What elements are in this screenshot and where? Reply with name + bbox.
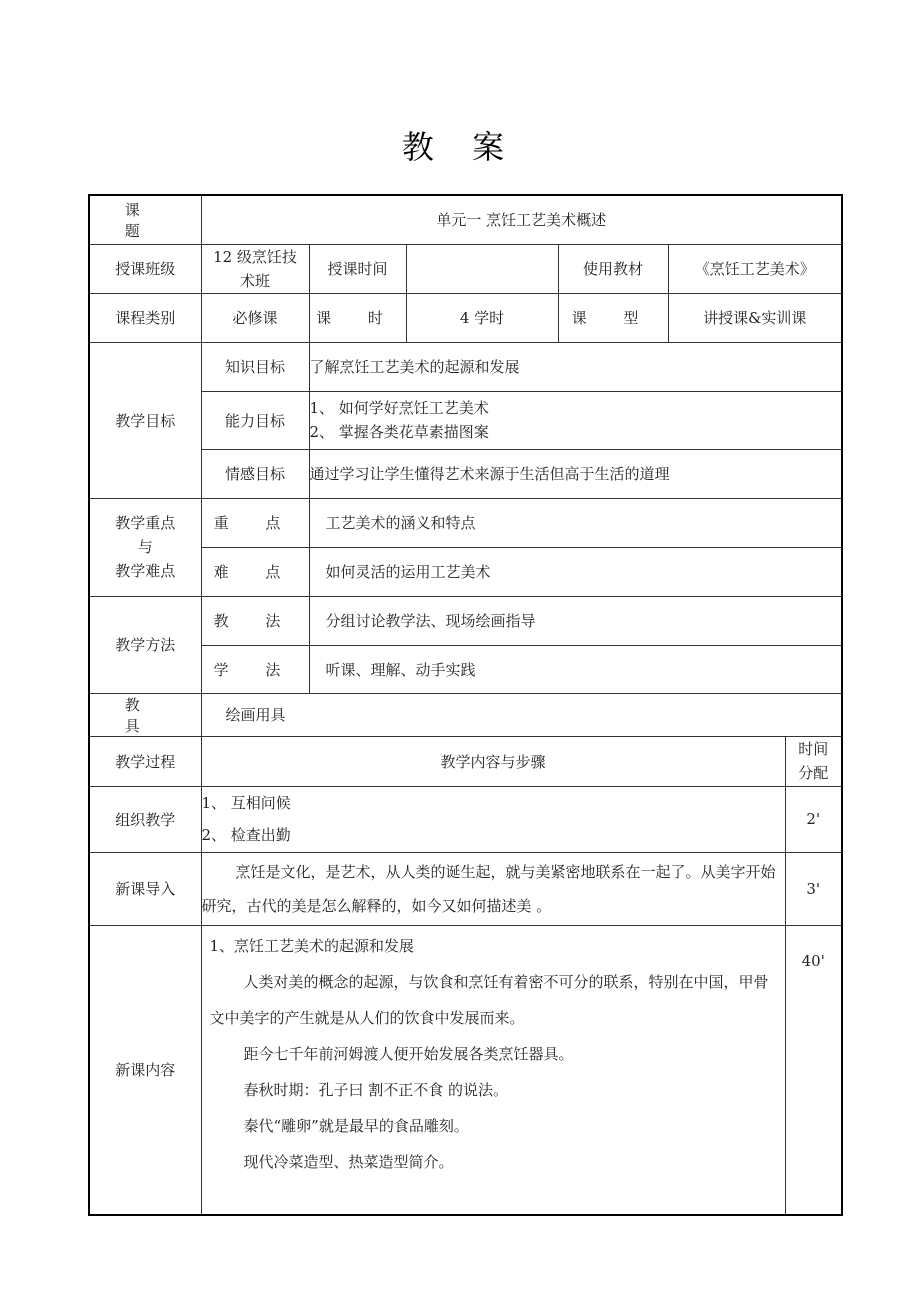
hours-label: 课 时 [309, 293, 406, 342]
topic-label: 课 题 [89, 195, 201, 244]
lesson-plan-table [88, 194, 843, 1216]
objective-ability-value [309, 391, 842, 449]
class-value [201, 244, 309, 293]
process-header-time [785, 736, 842, 786]
objective-ability-line1: 1、 如何学好烹饪工艺美术 [309, 399, 489, 417]
process-row-new-content [89, 925, 842, 1215]
topic-value: 单元一 烹饪工艺美术概述 [201, 195, 842, 244]
class-value-line2: 术班 [239, 271, 270, 290]
class-label: 授课班级 [89, 244, 201, 293]
tools-label: 教 具 [89, 693, 201, 736]
difficult-point-value: 如何灵活的运用工艺美术 [309, 547, 842, 596]
process-header-time-line2: 分配 [798, 764, 829, 782]
time-label: 授课时间 [309, 244, 406, 293]
topic-row [89, 195, 842, 244]
teaching-method-label: 教 法 [201, 596, 309, 645]
methods-label: 教学方法 [89, 596, 201, 693]
objective-ability-line2: 2、 掌握各类花草素描图案 [309, 423, 489, 441]
objective-row-emotion [89, 449, 842, 498]
objective-emotion-label: 情感目标 [201, 449, 309, 498]
method-row-learning [89, 645, 842, 693]
focus-label [89, 498, 201, 596]
objective-row-ability [89, 391, 842, 449]
focus-label-line3: 教学难点 [115, 562, 176, 580]
intro-label: 新课导入 [89, 852, 201, 925]
hours-value: 4 学时 [406, 293, 558, 342]
tools-row [89, 693, 842, 736]
process-header-time-line1: 时间 [798, 740, 829, 758]
intro-time: 3' [785, 852, 842, 925]
tools-value: 绘画用具 [201, 693, 842, 736]
new-content-body [201, 925, 785, 1215]
learning-method-label: 学 法 [201, 645, 309, 693]
process-header-row [89, 736, 842, 786]
process-row-intro [89, 852, 842, 925]
category-value: 必修课 [201, 293, 309, 342]
organize-line1: 1、 互相问候 [201, 794, 291, 812]
process-row-organize [89, 786, 842, 852]
learning-method-value: 听课、理解、动手实践 [309, 645, 842, 693]
class-row [89, 244, 842, 293]
process-header-content: 教学内容与步骤 [201, 736, 785, 786]
new-content-paragraph: 现代冷菜造型、热菜造型简介。 [243, 1152, 454, 1171]
objective-knowledge-value: 了解烹饪工艺美术的起源和发展 [309, 342, 842, 391]
organize-label: 组织教学 [89, 786, 201, 852]
new-content-paragraph: 春秋时期：孔子曰 割不正不食 的说法。 [243, 1080, 509, 1099]
difficult-point-label: 难 点 [201, 547, 309, 596]
category-row [89, 293, 842, 342]
type-label: 课 型 [558, 293, 668, 342]
category-label: 课程类别 [89, 293, 201, 342]
class-value-line1: 12 级烹饪技 [213, 247, 297, 266]
focus-label-line2: 与 [137, 538, 153, 556]
textbook-value: 《烹饪工艺美术》 [668, 244, 842, 293]
focus-label-line1: 教学重点 [115, 514, 176, 532]
type-value: 讲授课&实训课 [668, 293, 842, 342]
objectives-label: 教学目标 [89, 342, 201, 498]
new-content-heading: 1、烹饪工艺美术的起源和发展 [209, 936, 415, 955]
time-value [406, 244, 558, 293]
objective-knowledge-label: 知识目标 [201, 342, 309, 391]
key-point-value: 工艺美术的涵义和特点 [309, 498, 842, 547]
organize-content [201, 786, 785, 852]
new-content-paragraph: 秦代“雕卵”就是最早的食品雕刻。 [243, 1116, 469, 1135]
teaching-method-value: 分组讨论教学法、现场绘画指导 [309, 596, 842, 645]
new-content-time: 40' [785, 925, 842, 1215]
document-title: 教 案 [401, 128, 519, 166]
focus-row-difficult [89, 547, 842, 596]
key-point-label: 重 点 [201, 498, 309, 547]
objective-row-knowledge [89, 342, 842, 391]
method-row-teaching [89, 596, 842, 645]
process-header-step: 教学过程 [89, 736, 201, 786]
organize-line2: 2、 检查出勤 [201, 826, 291, 844]
organize-time: 2' [785, 786, 842, 852]
objective-emotion-value: 通过学习让学生懂得艺术来源于生活但高于生活的道理 [309, 449, 842, 498]
new-content-paragraph: 距今七千年前河姆渡人便开始发展各类烹饪器具。 [243, 1044, 574, 1063]
new-content-label: 新课内容 [89, 925, 201, 1215]
textbook-label: 使用教材 [558, 244, 668, 293]
focus-row-key [89, 498, 842, 547]
new-content-paragraph: 人类对美的概念的起源，与饮食和烹饪有着密不可分的联系，特别在中国，甲骨文中美字的产生就是从人们的饮食中发展而来。 [209, 972, 769, 1027]
intro-content: 烹饪是文化，是艺术，从人类的诞生起，就与美紧密地联系在一起了。从美字开始研究，古代的美是怎么解释的，如今又如何描述美 。 [201, 852, 785, 925]
objective-ability-label: 能力目标 [201, 391, 309, 449]
